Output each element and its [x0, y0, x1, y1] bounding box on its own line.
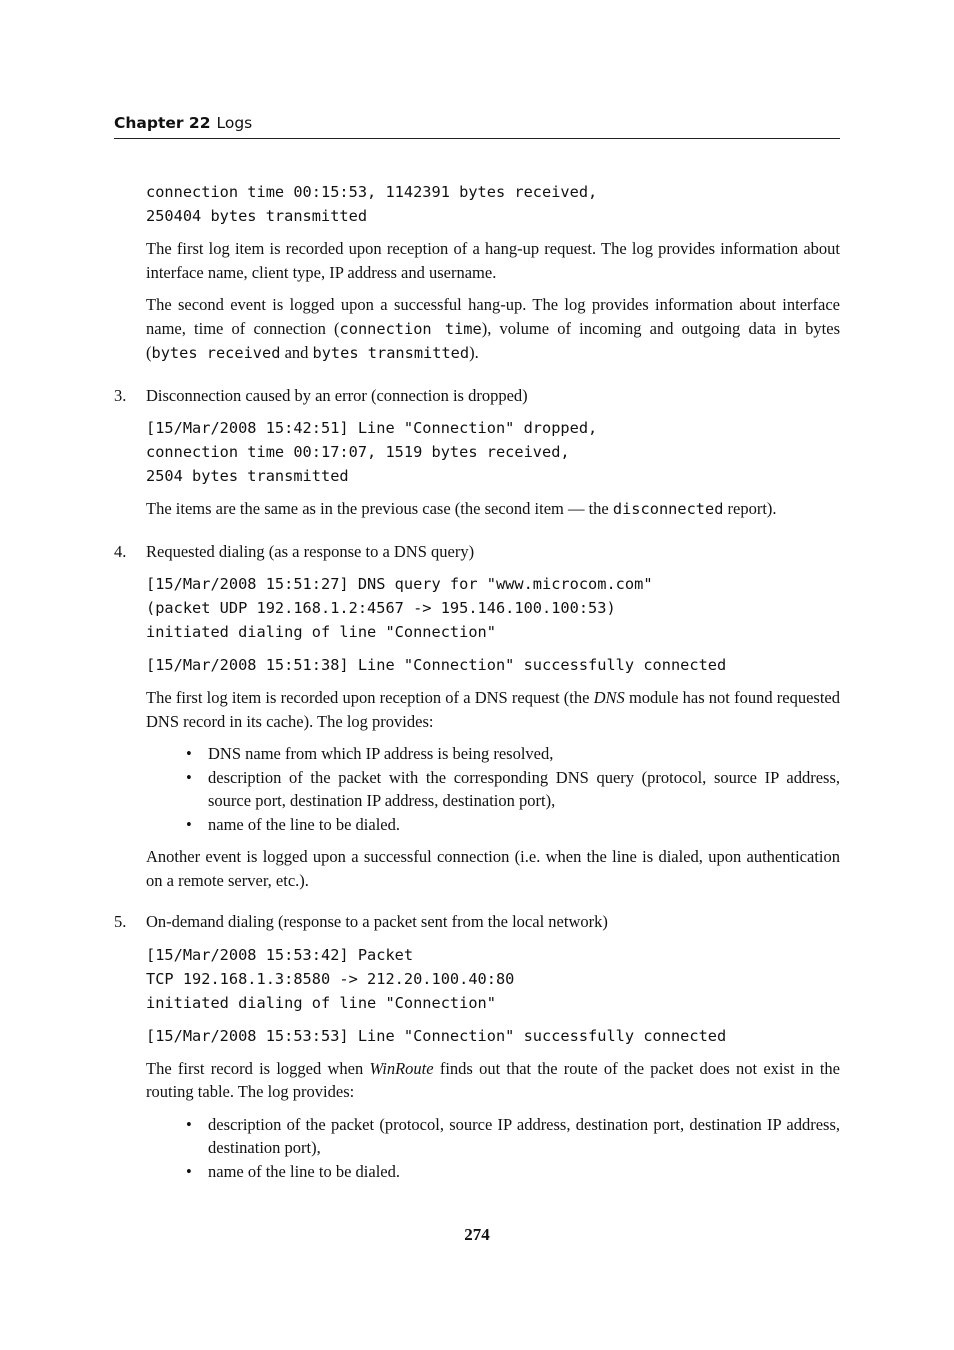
inline-code: connection time — [339, 319, 482, 338]
code-line: connection time 00:15:53, 1142391 bytes received, — [146, 183, 598, 201]
code-block — [146, 653, 840, 677]
bullet-text: name of the line to be dialed. — [208, 814, 400, 834]
bullet-text: name of the line to be dialed. — [208, 1161, 400, 1181]
text-run: module has not found requested DNS record in its cache). The log provides: — [146, 688, 840, 731]
item-number: 5. — [114, 912, 127, 931]
bullet-item — [186, 813, 840, 837]
code-line: TCP 192.168.1.3:8580 -> 212.20.100.40:80 — [146, 969, 515, 988]
text-run: ), volume of incoming and outgoing data in bytes ( — [146, 318, 840, 362]
code-line: 250404 bytes transmitted — [146, 207, 368, 225]
bullet-text: description of the packet (protocol, source IP address, destination port, destination IP address, destination port), — [208, 1114, 840, 1157]
code-line: [15/Mar/2008 15:53:42] Packet — [146, 945, 414, 964]
paragraph: Another event is logged upon a successful connection (i.e. when the line is dialed, upon authentication on a remote server, etc.). — [146, 847, 840, 890]
bullet-icon: • — [186, 744, 192, 763]
code-line: 2504 bytes transmitted — [146, 467, 349, 485]
text-run: The first record is logged when — [146, 1058, 370, 1078]
bullet-text: description of the packet with the corresponding DNS query (protocol, source IP address, source port, destination IP address, destination port), — [208, 767, 840, 810]
paragraph: The first log item is recorded upon reception of a hang-up request. The log provides information about interface name, client type, IP address and username. — [146, 239, 840, 282]
inline-code: bytes received — [151, 344, 281, 362]
code-line: (packet UDP 192.168.1.2:4567 -> 195.146.100.100:53) — [146, 599, 616, 617]
code-line: [15/Mar/2008 15:51:38] Line "Connection" successfully connected — [146, 656, 727, 674]
item-title: On-demand dialing (response to a packet sent from the local network) — [146, 912, 608, 931]
page-content — [114, 180, 840, 1192]
bullet-icon: • — [186, 1114, 192, 1134]
item-number: 4. — [114, 541, 127, 561]
code-block-intro — [146, 180, 840, 228]
list-item-5 — [114, 910, 840, 934]
bullet-icon: • — [186, 1161, 192, 1181]
text-run: The second event is logged upon a successful hang-up. The log provides information about interface name, time of connection ( — [146, 295, 840, 338]
code-block — [146, 416, 840, 488]
paragraph — [146, 1057, 840, 1104]
inline-code: bytes transmitted — [312, 344, 470, 362]
text-run: ). — [469, 343, 479, 362]
item-title: Requested dialing (as a response to a DNS query) — [146, 541, 475, 561]
chapter-label: Chapter 22 — [114, 114, 211, 132]
bullet-icon: • — [186, 814, 192, 834]
list-item-4 — [114, 540, 840, 564]
bullet-item — [186, 766, 840, 813]
bullet-icon: • — [186, 767, 192, 787]
paragraph — [146, 497, 840, 522]
text-run: The items are the same as in the previous case (the second item — the — [146, 499, 613, 518]
bullet-list — [114, 1113, 840, 1184]
chapter-title: Logs — [216, 114, 253, 132]
paragraph — [146, 686, 840, 733]
inline-code: disconnected — [612, 500, 724, 518]
code-line: [15/Mar/2008 15:53:53] Line "Connection" successfully connected — [146, 1026, 727, 1045]
text-run: report). — [723, 499, 777, 518]
text-run: and — [280, 343, 313, 362]
code-block — [146, 572, 840, 644]
text-run: The first log item is recorded upon reception of a DNS request (the — [146, 688, 594, 707]
running-header — [114, 114, 840, 139]
bullet-list — [114, 742, 840, 836]
item-title: Disconnection caused by an error (connection is dropped) — [146, 385, 528, 405]
emphasis: WinRoute — [369, 1058, 434, 1078]
code-block — [146, 943, 840, 1015]
bullet-item — [186, 1113, 840, 1160]
item-number: 3. — [114, 385, 127, 405]
emphasis: DNS — [593, 688, 625, 707]
code-line: [15/Mar/2008 15:51:27] DNS query for "www.microcom.com" — [146, 575, 653, 593]
paragraph — [146, 293, 840, 366]
code-line: initiated dialing of line "Connection" — [146, 993, 496, 1012]
code-line: initiated dialing of line "Connection" — [146, 623, 496, 641]
list-item-3 — [114, 384, 840, 408]
code-line: [15/Mar/2008 15:42:51] Line "Connection" dropped, — [146, 419, 598, 437]
text-run: finds out that the route of the packet does not exist in the routing table. The log provides: — [146, 1058, 840, 1101]
bullet-text: DNS name from which IP address is being resolved, — [208, 744, 554, 763]
bullet-item — [186, 742, 840, 766]
bullet-item — [186, 1160, 840, 1184]
code-block — [146, 1024, 840, 1048]
page-number: 274 — [464, 1225, 490, 1244]
code-line: connection time 00:17:07, 1519 bytes received, — [146, 443, 570, 461]
